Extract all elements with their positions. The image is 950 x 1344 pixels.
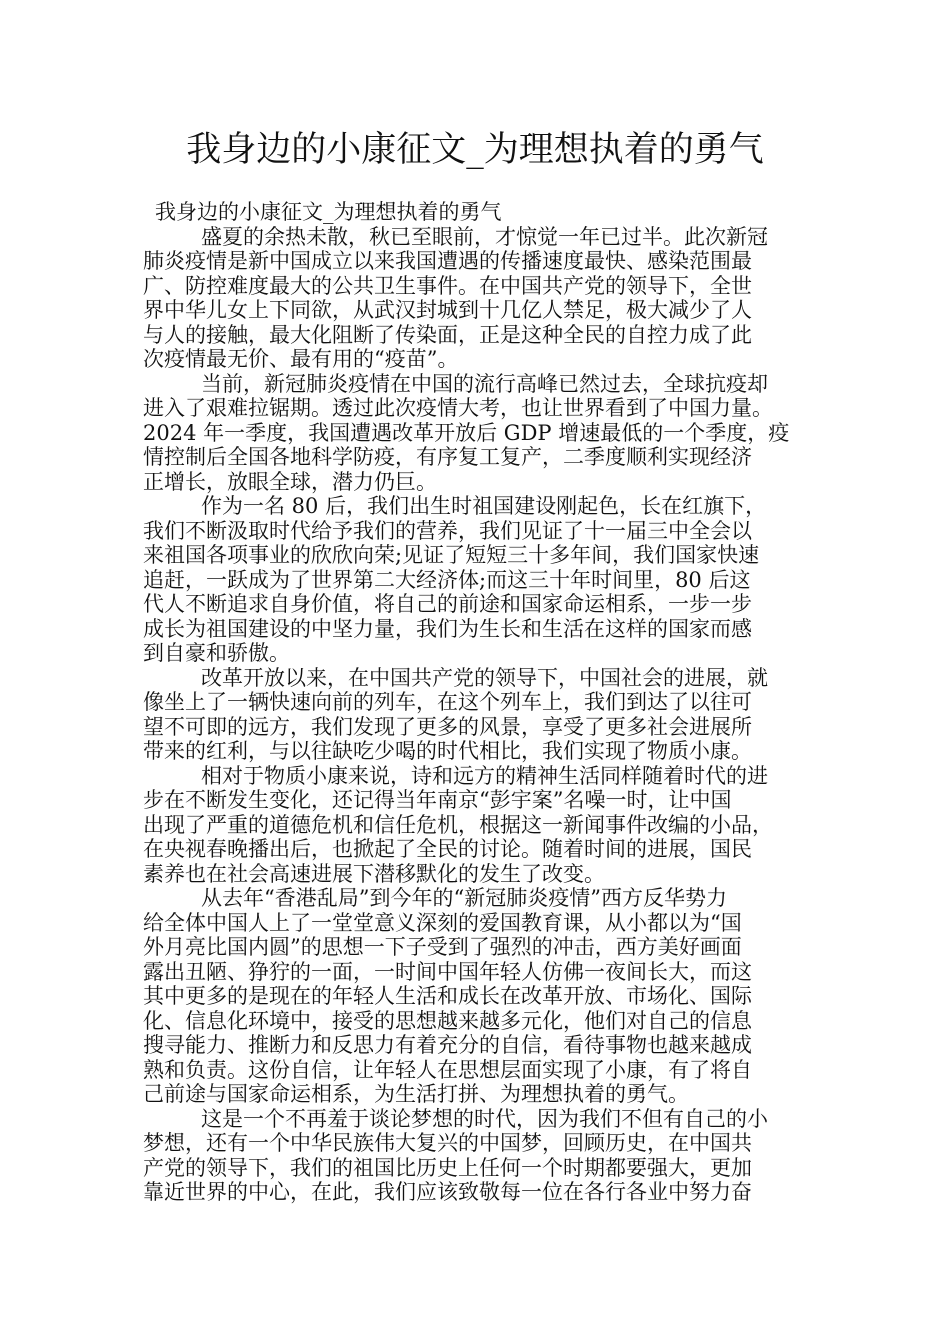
paragraph-line: 成长为祖国建设的中坚力量，我们为生长和生活在这样的国家而感	[143, 616, 752, 641]
paragraph-line: 来祖国各项事业的欣欣向荣;见证了短短三十多年间，我们国家快速	[143, 543, 760, 567]
paragraph-line: 进入了艰难拉锯期。透过此次疫情大考，也让世界看到了中国力量。	[143, 396, 773, 420]
paragraph-line: 给全体中国人上了一堂堂意义深刻的爱国教育课，从小都以为“国	[143, 910, 742, 935]
paragraph-line: 情控制后全国各地科学防疫，有序复工复产，二季度顺利实现经济	[143, 445, 752, 469]
paragraph-line: 外月亮比国内圆”的思想一下子受到了强烈的冲击，西方美好画面	[143, 935, 742, 959]
paragraph-line: 露出丑陋、狰狞的一面，一时间中国年轻人仿佛一夜间长大，而这	[143, 959, 752, 984]
paragraph-first-line: 当前，新冠肺炎疫情在中国的流行高峰已然过去，全球抗疫却	[201, 371, 768, 396]
paragraph-line: 追赶，一跃成为了世界第二大经济体;而这三十年时间里，80 后这	[143, 567, 751, 592]
paragraph-line: 界中华儿女上下同欲，从武汉封城到十几亿人禁足，极大减少了人	[143, 298, 752, 322]
paragraph-line: 产党的领导下，我们的祖国比历史上任何一个时期都要强大，更加	[143, 1155, 752, 1180]
paragraph-line: 正增长，放眼全球，潜力仍巨。	[143, 469, 437, 494]
paragraph-line: 与人的接触，最大化阻断了传染面，正是这种全民的自控力成了此	[143, 322, 752, 347]
paragraph-line: 其中更多的是现在的年轻人生活和成长在改革开放、市场化、国际	[143, 984, 752, 1008]
paragraph-first-line: 盛夏的余热未散，秋已至眼前，才惊觉一年已过半。此次新冠	[201, 224, 768, 249]
paragraph-line: 化、信息化环境中，接受的思想越来越多元化，他们对自己的信息	[143, 1008, 752, 1033]
paragraph-line: 肺炎疫情是新中国成立以来我国遭遇的传播速度最快、感染范围最	[143, 249, 752, 273]
paragraph-first-line: 改革开放以来，在中国共产党的领导下，中国社会的进展，就	[201, 665, 768, 690]
paragraph-line: 熟和负责。这份自信，让年轻人在思想层面实现了小康，有了将自	[143, 1057, 752, 1082]
document-subtitle: 我身边的小康征文_为理想执着的勇气	[155, 200, 502, 224]
document-title: 我身边的小康征文_为理想执着的勇气	[186, 130, 764, 170]
paragraph-first-line: 作为一名 80 后，我们出生时祖国建设刚起色，长在红旗下，	[201, 494, 767, 518]
paragraph-line: 出现了严重的道德危机和信任危机，根据这一新闻事件改编的小品，	[143, 812, 773, 837]
paragraph-line: 像坐上了一辆快速向前的列车，在这个列车上，我们到达了以往可	[143, 690, 752, 714]
paragraph-line: 次疫情最无价、最有用的“疫苗”。	[143, 347, 459, 371]
paragraph-line: 到自豪和骄傲。	[143, 641, 290, 665]
paragraph-line: 广、防控难度最大的公共卫生事件。在中国共产党的领导下，全世	[143, 273, 752, 298]
paragraph-line: 靠近世界的中心，在此，我们应该致敬每一位在各行各业中努力奋	[143, 1180, 752, 1204]
paragraph-line: 带来的红利，与以往缺吃少喝的时代相比，我们实现了物质小康。	[143, 739, 752, 763]
paragraph-first-line: 相对于物质小康来说，诗和远方的精神生活同样随着时代的进	[201, 763, 768, 788]
paragraph-first-line: 从去年“香港乱局”到今年的“新冠肺炎疫情”西方反华势力	[201, 886, 727, 910]
paragraph-line: 步在不断发生变化，还记得当年南京“彭宇案”名噪一时，让中国	[143, 788, 732, 812]
paragraph-first-line: 这是一个不再羞于谈论梦想的时代，因为我们不但有自己的小	[201, 1106, 768, 1131]
paragraph-line: 在央视春晚播出后，也掀起了全民的讨论。随着时间的进展，国民	[143, 837, 752, 861]
paragraph-line: 梦想，还有一个中华民族伟大复兴的中国梦，回顾历史，在中国共	[143, 1131, 752, 1155]
paragraph-line: 搜寻能力、推断力和反思力有着充分的自信，看待事物也越来越成	[143, 1033, 752, 1057]
document-body	[143, 200, 813, 1205]
paragraph-line: 2024 年一季度，我国遭遇改革开放后 GDP 增速最低的一个季度，疫	[143, 420, 790, 445]
paragraph-line: 己前途与国家命运相系，为生活打拼、为理想执着的勇气。	[143, 1082, 689, 1106]
paragraph-line: 望不可即的远方，我们发现了更多的风景，享受了更多社会进展所	[143, 714, 752, 739]
paragraph-line: 素养也在社会高速进展下潜移默化的发生了改变。	[143, 861, 605, 886]
paragraph-line: 我们不断汲取时代给予我们的营养，我们见证了十一届三中全会以	[143, 518, 752, 543]
paragraph-line: 代人不断追求自身价值，将自己的前途和国家命运相系，一步一步	[143, 592, 752, 616]
